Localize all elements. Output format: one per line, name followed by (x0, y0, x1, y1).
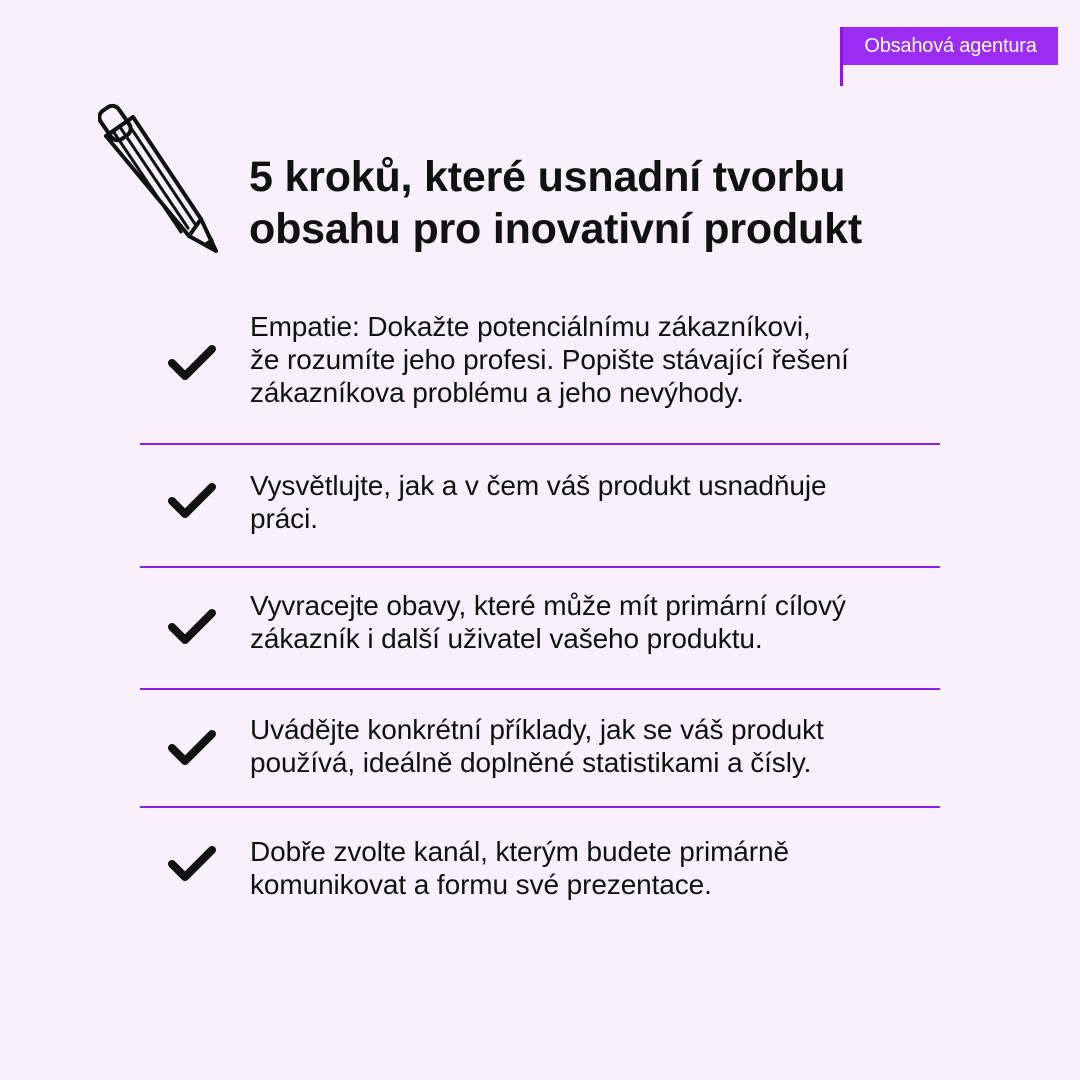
title-line-2: obsahu pro inovativní produkt (249, 205, 862, 253)
divider-2 (140, 566, 940, 568)
step-text-5-line-2: komunikovat a formu své prezentace. (250, 869, 712, 900)
step-text-5 (250, 835, 930, 901)
divider-1 (140, 443, 940, 445)
step-text-4-line-2: používá, ideálně doplněné statistikami a čísly. (250, 747, 812, 778)
page-title (249, 151, 1029, 255)
checkmark-icon (168, 844, 216, 882)
checkmark-icon (168, 481, 216, 519)
step-text-1 (250, 310, 930, 409)
step-text-4 (250, 713, 930, 779)
step-text-3-line-1: Vyvracejte obavy, které může mít primární cílový (250, 590, 846, 621)
step-text-2 (250, 469, 930, 535)
step-text-2-line-2: práci. (250, 503, 318, 534)
checkmark-icon (168, 343, 216, 381)
divider-4 (140, 806, 940, 808)
step-text-1-line-2: že rozumíte jeho profesi. Popište stávající řešení (250, 344, 849, 375)
step-text-1-line-3: zákazníkova problému a jeho nevýhody. (250, 377, 744, 408)
checkmark-icon (168, 607, 216, 645)
step-text-3 (250, 589, 930, 655)
pencil-icon (98, 103, 226, 263)
brand-label: Obsahová agentura (843, 27, 1058, 65)
title-line-1: 5 kroků, které usnadní tvorbu (249, 153, 846, 201)
step-text-1-line-1: Empatie: Dokažte potenciálnímu zákazníkovi, (250, 311, 811, 342)
step-text-3-line-2: zákazník i další uživatel vašeho produktu. (250, 623, 763, 654)
step-text-5-line-1: Dobře zvolte kanál, kterým budete primárně (250, 836, 789, 867)
checkmark-icon (168, 728, 216, 766)
step-text-2-line-1: Vysvětlujte, jak a v čem váš produkt usnadňuje (250, 470, 827, 501)
step-text-4-line-1: Uvádějte konkrétní příklady, jak se váš produkt (250, 714, 824, 745)
divider-3 (140, 688, 940, 690)
brand-tag (840, 27, 1060, 87)
